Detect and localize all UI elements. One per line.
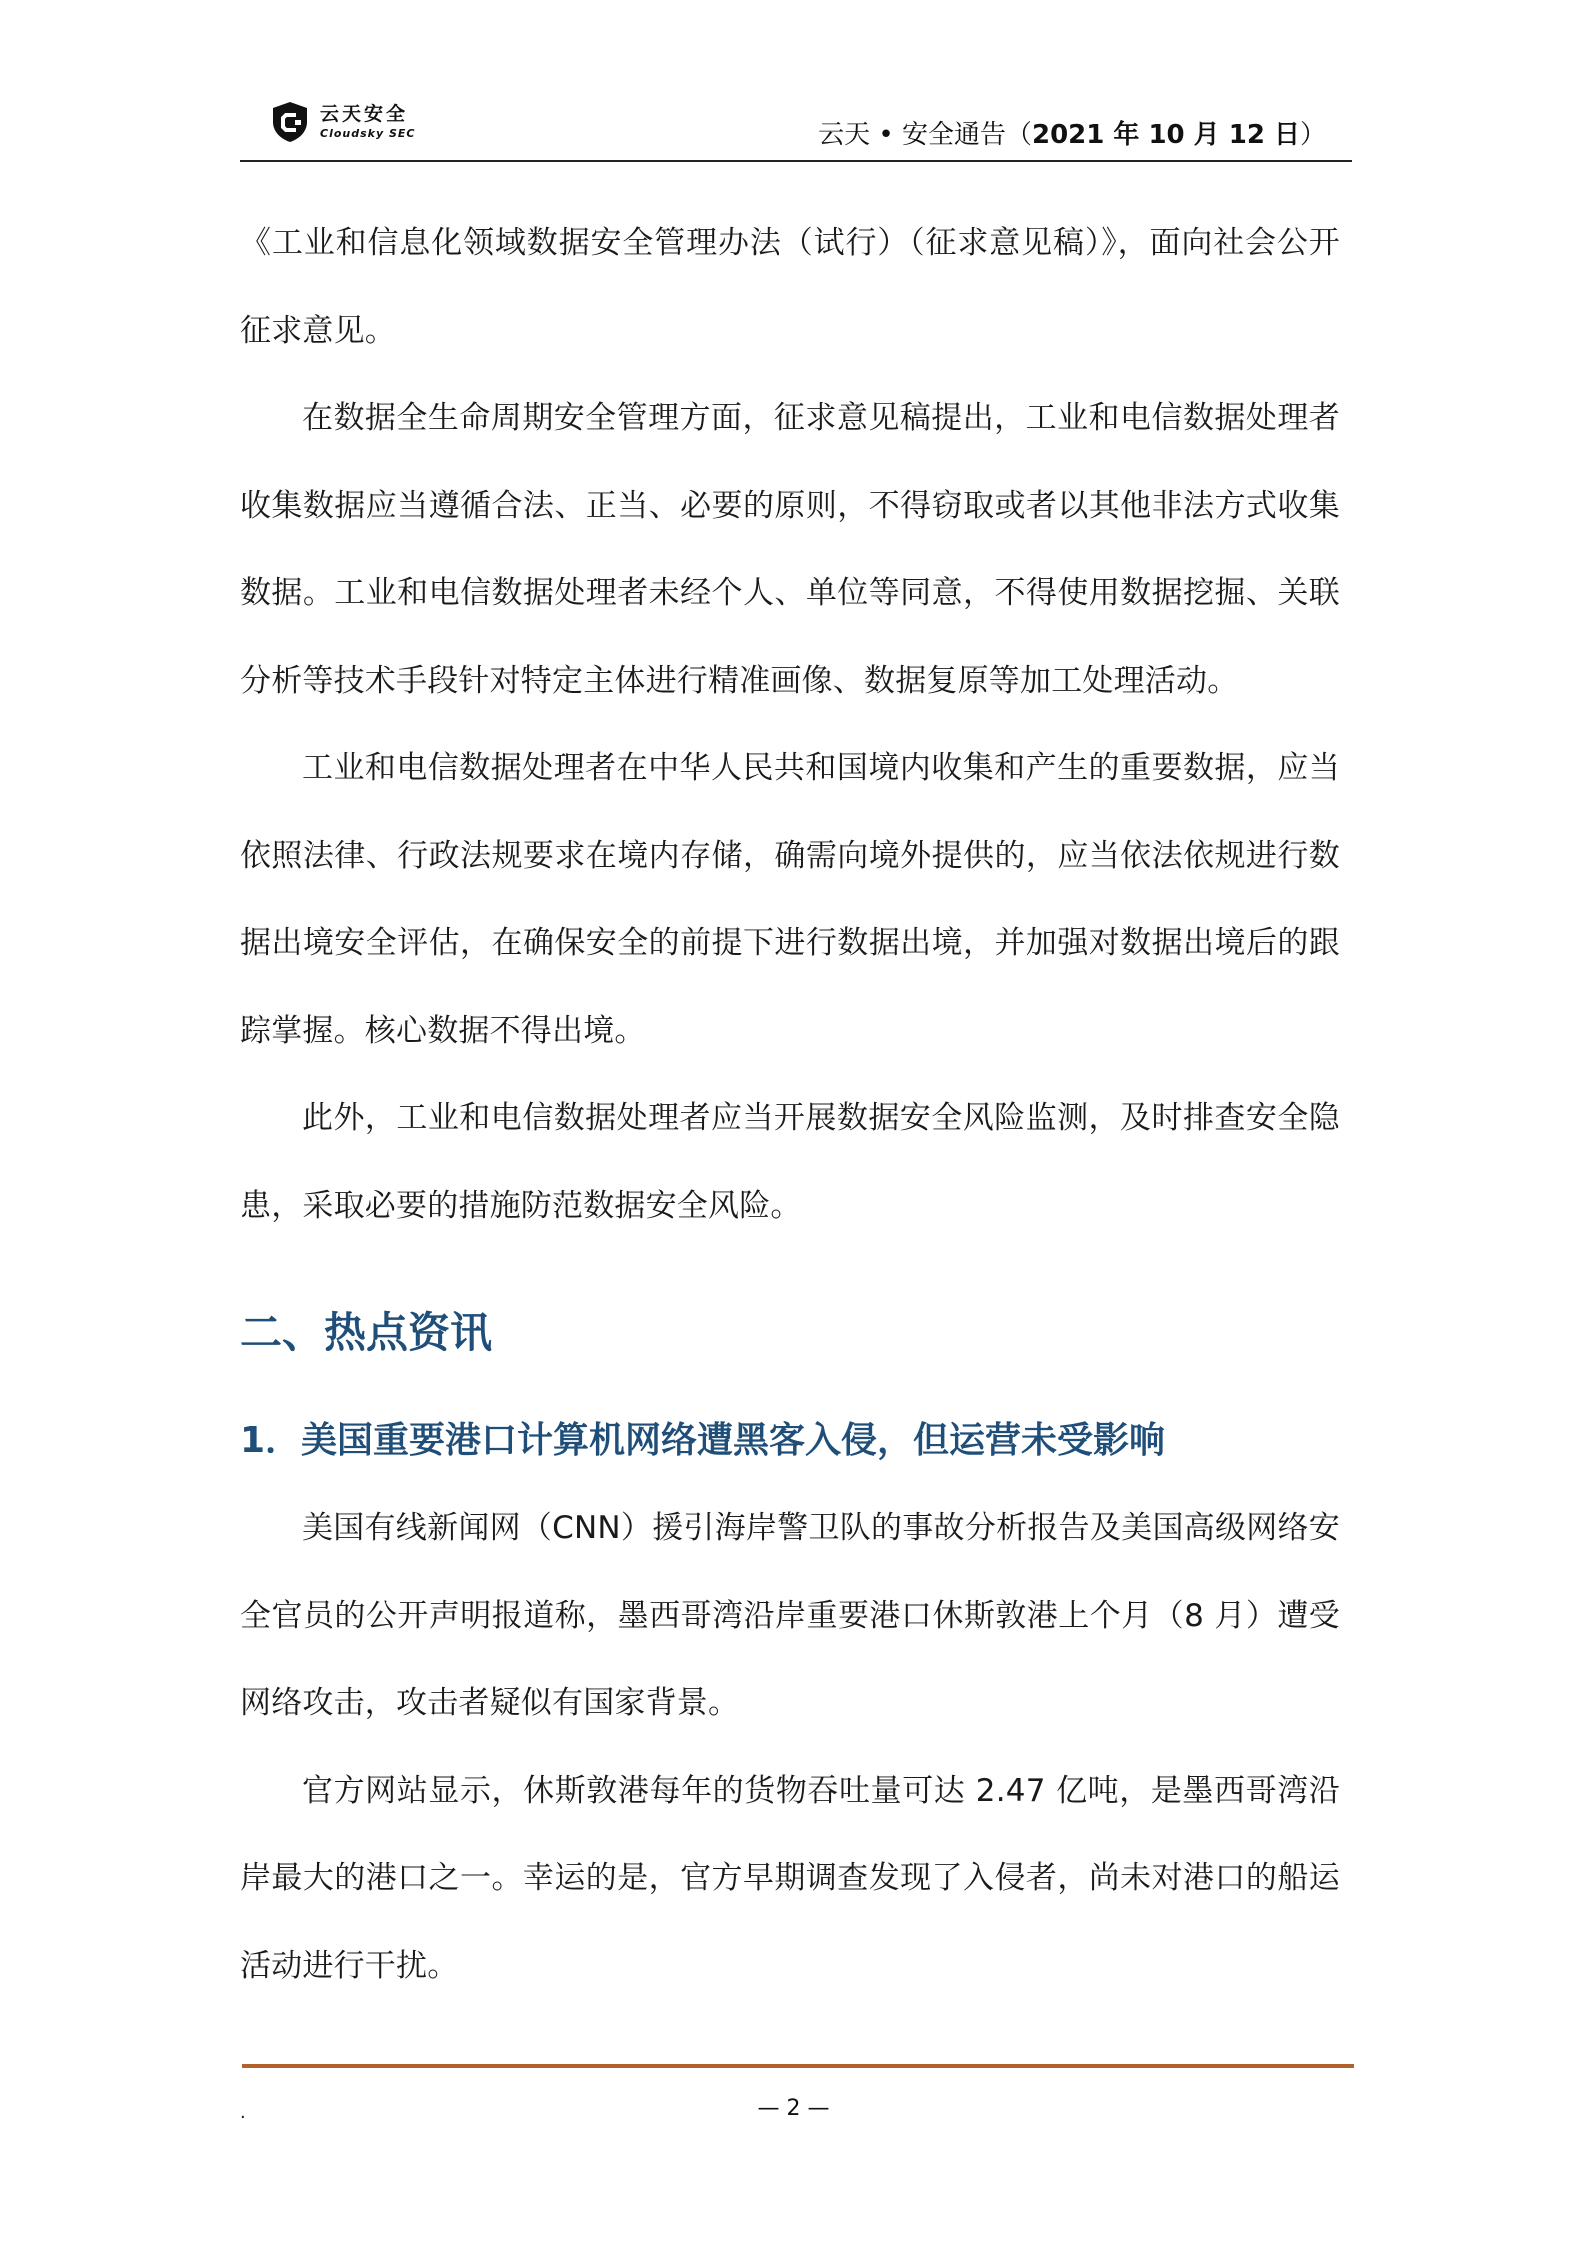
logo-cn-text: 云天安全 bbox=[320, 103, 409, 125]
article-body bbox=[240, 1485, 1340, 2010]
logo bbox=[268, 100, 415, 144]
page-number: — 2 — bbox=[757, 2096, 830, 2121]
section-heading: 二、热点资讯 bbox=[240, 1308, 493, 1357]
paragraph: 工业和电信数据处理者在中华人民共和国境内收集和产生的重要数据，应当依照法律、行政法规要求在境内存储，确需向境外提供的，应当依法依规进行数据出境安全评估，在确保安全的前提下进行数据出境，并加强对数据出境后的跟踪掌握。核心数据不得出境。 bbox=[240, 750, 1340, 1049]
header-title-date: 2021 年 10 月 12 日 bbox=[1031, 120, 1300, 150]
footer-rule bbox=[242, 2064, 1354, 2068]
header-title bbox=[818, 114, 1326, 151]
paragraph: 美国有线新闻网（CNN）援引海岸警卫队的事故分析报告及美国高级网络安全官员的公开声明报道称，墨西哥湾沿岸重要港口休斯敦港上个月（8 月）遭受网络攻击，攻击者疑似有国家背景。 bbox=[240, 1510, 1340, 1721]
header-title-suffix: ） bbox=[1299, 120, 1326, 150]
paragraph: 官方网站显示，休斯敦港每年的货物吞吐量可达 2.47 亿吨，是墨西哥湾沿岸最大的港口之一。幸运的是，官方早期调查发现了入侵者，尚未对港口的船运活动进行干扰。 bbox=[240, 1772, 1340, 1984]
page-header bbox=[240, 92, 1352, 162]
footer-dot: . bbox=[240, 2102, 246, 2123]
paragraph: 在数据全生命周期安全管理方面，征求意见稿提出，工业和电信数据处理者收集数据应当遵循合法、正当、必要的原则，不得窃取或者以其他非法方式收集数据。工业和电信数据处理者未经个人、单位等同意，不得使用数据挖掘、关联分析等技术手段针对特定主体进行精准画像、数据复原等加工处理活动。 bbox=[240, 400, 1340, 699]
paragraph: 此外，工业和电信数据处理者应当开展数据安全风险监测，及时排查安全隐患，采取必要的措施防范数据安全风险。 bbox=[240, 1100, 1340, 1224]
document-body bbox=[240, 200, 1340, 1984]
shield-logo-icon bbox=[268, 100, 312, 144]
logo-en-text: Cloudsky SEC bbox=[320, 127, 416, 140]
header-title-prefix: 云天 • 安全通告（ bbox=[818, 120, 1032, 150]
paragraph: 《工业和信息化领域数据安全管理办法（试行）（征求意见稿）》，面向社会公开征求意见。 bbox=[240, 225, 1340, 349]
article-heading: 1．美国重要港口计算机网络遭黑客入侵，但运营未受影响 bbox=[240, 1420, 1166, 1461]
